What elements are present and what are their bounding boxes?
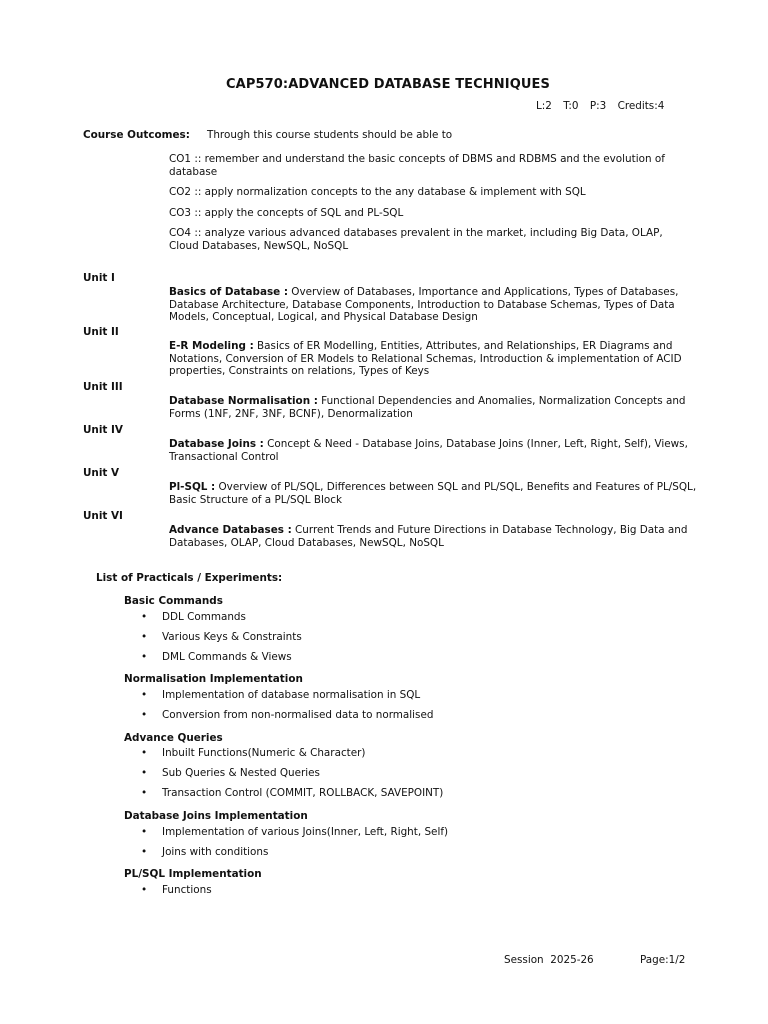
unit-label: Unit III [83, 381, 123, 393]
bullet-icon: • [141, 631, 148, 643]
unit-label: Unit IV [83, 424, 123, 436]
document-title: CAP570:ADVANCED DATABASE TECHNIQUES [226, 77, 550, 92]
unit-heading: Advance Databases : [169, 524, 292, 536]
practical-item: DDL Commands [162, 611, 246, 623]
credits-value: Credits:4 [617, 100, 665, 112]
unit-label: Unit II [83, 326, 119, 338]
unit-content [169, 340, 714, 378]
course-outcomes-intro: Through this course students should be able to [207, 129, 453, 141]
course-outcome-item: CO4 :: analyze various advanced databases prevalent in the market, including Big Data, OLAP, Cloud Databases, NewSQL, NoSQL [169, 227, 663, 252]
course-outcome-item: CO2 :: apply normalization concepts to the any database & implement with SQL [169, 186, 586, 198]
bullet-icon: • [141, 846, 148, 858]
practical-section-title: Advance Queries [124, 732, 223, 744]
unit-heading: E-R Modeling : [169, 340, 254, 352]
practicals-title: List of Practicals / Experiments: [96, 572, 283, 584]
unit-content [169, 481, 714, 506]
practical-section-title: PL/SQL Implementation [124, 868, 262, 880]
course-outcome-item: CO1 :: remember and understand the basic concepts of DBMS and RDBMS and the evolution of database [169, 153, 665, 178]
course-outcome-item: CO3 :: apply the concepts of SQL and PL-SQL [169, 206, 404, 219]
bullet-icon: • [141, 884, 148, 896]
unit-description: Current Trends and Future Directions in Database Technology, Big Data and Databases, OLAP, Cloud Databases, NewSQL, NoSQL [169, 524, 688, 549]
bullet-icon: • [141, 826, 148, 838]
practical-item: Implementation of various Joins(Inner, Left, Right, Self) [162, 826, 449, 838]
practical-item: Inbuilt Functions(Numeric & Character) [162, 747, 366, 759]
unit-label: Unit VI [83, 510, 123, 522]
course-outcomes-list [169, 153, 689, 260]
practical-item: Various Keys & Constraints [162, 631, 302, 643]
practical-item: Conversion from non-normalised data to normalised [162, 709, 434, 721]
practical-item: Functions [162, 884, 212, 896]
practical-section-title: Normalisation Implementation [124, 673, 303, 685]
practical-section-title: Basic Commands [124, 595, 223, 607]
unit-content [169, 438, 714, 463]
bullet-icon: • [141, 651, 148, 663]
unit-description: Functional Dependencies and Anomalies, Normalization Concepts and Forms (1NF, 2NF, 3NF, BCNF), Denormalization [169, 395, 686, 420]
bullet-icon: • [141, 767, 148, 779]
footer-session: Session 2025-26 [504, 954, 594, 966]
practical-item: Sub Queries & Nested Queries [162, 767, 320, 779]
practical-item: Transaction Control (COMMIT, ROLLBACK, SAVEPOINT) [162, 787, 444, 799]
bullet-icon: • [141, 611, 148, 623]
unit-description: Overview of Databases, Importance and Applications, Types of Databases, Database Architecture, Database Components, Introduction to Database Schemas, Types of Data Models, Conceptual, Logical, and Physical Database Design [169, 286, 679, 323]
tutorial-hours: T:0 [563, 100, 579, 112]
practical-item: Implementation of database normalisation in SQL [162, 689, 421, 701]
unit-description: Concept & Need - Database Joins, Database Joins (Inner, Left, Right, Self), Views, Transactional Control [169, 438, 688, 463]
bullet-icon: • [141, 747, 148, 759]
bullet-icon: • [141, 709, 148, 721]
practical-section-title: Database Joins Implementation [124, 810, 308, 822]
practical-item: Joins with conditions [162, 846, 269, 858]
unit-content [169, 286, 714, 324]
unit-description: Basics of ER Modelling, Entities, Attributes, and Relationships, ER Diagrams and Notations, Conversion of ER Models to Relational Schemas, Introduction & implementation of ACID properties, Constraints on relations, Types of Keys [169, 340, 682, 377]
unit-content [169, 395, 714, 420]
unit-heading: Basics of Database : [169, 286, 288, 298]
unit-description: Overview of PL/SQL, Differences between SQL and PL/SQL, Benefits and Features of PL/SQL, Basic Structure of a PL/SQL Block [169, 481, 697, 506]
practical-item: DML Commands & Views [162, 651, 292, 663]
bullet-icon: • [141, 787, 148, 799]
bullet-icon: • [141, 689, 148, 701]
lecture-hours: L:2 [536, 100, 552, 112]
unit-heading: Pl-SQL : [169, 481, 216, 493]
footer-page-number: Page:1/2 [640, 954, 686, 966]
practical-hours: P:3 [589, 100, 607, 112]
unit-content [169, 524, 714, 549]
course-outcomes-label: Course Outcomes: [83, 129, 190, 141]
credits-line [536, 100, 664, 112]
unit-label: Unit I [83, 272, 115, 284]
unit-heading: Database Normalisation : [169, 395, 318, 407]
unit-label: Unit V [83, 467, 120, 479]
unit-heading: Database Joins : [169, 438, 264, 450]
